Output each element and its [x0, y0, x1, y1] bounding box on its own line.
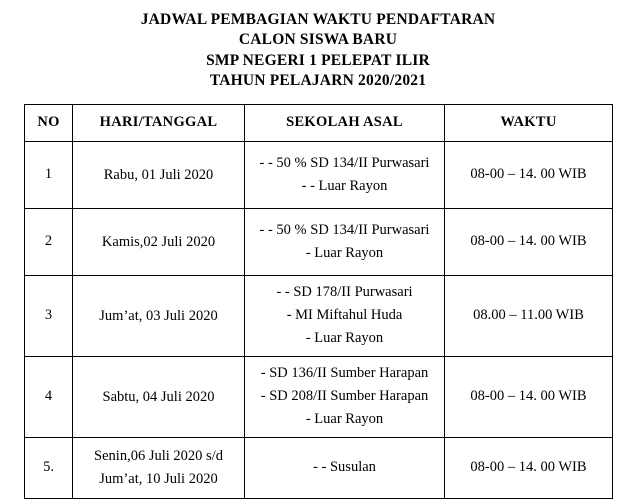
- hari-line: Rabu, 01 Juli 2020: [103, 166, 214, 183]
- table-header-row: [25, 104, 613, 141]
- cell-hari-tanggal: [73, 208, 245, 275]
- schedule-table: [24, 104, 613, 499]
- cell-waktu: 08-00 – 14. 00 WIB: [445, 437, 613, 498]
- sekolah-line: - Luar Rayon: [305, 244, 384, 261]
- title-line-3: SMP NEGERI 1 PELEPAT ILIR: [206, 51, 430, 69]
- cell-no: 5.: [25, 437, 73, 498]
- cell-hari-tanggal: [73, 437, 245, 498]
- table-row: [25, 141, 613, 208]
- sekolah-line: - Luar Rayon: [305, 411, 384, 428]
- sekolah-line: - - 50 % SD 134/II Purwasari: [259, 221, 430, 238]
- column-header-hari-tanggal: HARI/TANGGAL: [73, 104, 245, 141]
- cell-sekolah-asal: [245, 275, 445, 356]
- table-row: [25, 356, 613, 437]
- cell-sekolah-asal: [245, 356, 445, 437]
- sekolah-line: - SD 136/II Sumber Harapan: [260, 365, 429, 382]
- cell-sekolah-asal: [245, 208, 445, 275]
- cell-waktu: 08.00 – 11.00 WIB: [445, 275, 613, 356]
- sekolah-line: - MI Miftahul Huda: [286, 307, 403, 324]
- cell-sekolah-asal: [245, 437, 445, 498]
- sekolah-line: - - Susulan: [313, 459, 376, 476]
- title-line-2: CALON SISWA BARU: [238, 31, 398, 49]
- cell-hari-tanggal: [73, 356, 245, 437]
- sekolah-line: - Luar Rayon: [305, 330, 384, 347]
- column-header-sekolah-asal: SEKOLAH ASAL: [245, 104, 445, 141]
- sekolah-line: - - 50 % SD 134/II Purwasari: [259, 154, 430, 171]
- sekolah-line: - SD 208/II Sumber Harapan: [260, 388, 429, 405]
- column-header-no: NO: [25, 104, 73, 141]
- sekolah-line: - - Luar Rayon: [301, 177, 388, 194]
- cell-no: 4: [25, 356, 73, 437]
- cell-waktu: 08-00 – 14. 00 WIB: [445, 208, 613, 275]
- table-row: [25, 208, 613, 275]
- hari-line: Jum’at, 10 Juli 2020: [99, 470, 218, 487]
- table-row: [25, 437, 613, 498]
- cell-sekolah-asal: [245, 141, 445, 208]
- hari-line: Senin,06 Juli 2020 s/d: [94, 448, 223, 465]
- sekolah-line: - - SD 178/II Purwasari: [276, 284, 413, 301]
- cell-waktu: 08-00 – 14. 00 WIB: [445, 356, 613, 437]
- cell-no: 1: [25, 141, 73, 208]
- hari-line: Jum’at, 03 Juli 2020: [99, 307, 218, 324]
- cell-no: 3: [25, 275, 73, 356]
- hari-line: Sabtu, 04 Juli 2020: [102, 388, 215, 405]
- table-row: [25, 275, 613, 356]
- hari-line: Kamis,02 Juli 2020: [101, 233, 216, 250]
- cell-hari-tanggal: [73, 141, 245, 208]
- cell-hari-tanggal: [73, 275, 245, 356]
- document-title: [24, 10, 612, 92]
- column-header-waktu: WAKTU: [445, 104, 613, 141]
- title-line-4: TAHUN PELAJARN 2020/2021: [209, 72, 427, 90]
- cell-no: 2: [25, 208, 73, 275]
- cell-waktu: 08-00 – 14. 00 WIB: [445, 141, 613, 208]
- title-line-1: JADWAL PEMBAGIAN WAKTU PENDAFTARAN: [140, 11, 496, 28]
